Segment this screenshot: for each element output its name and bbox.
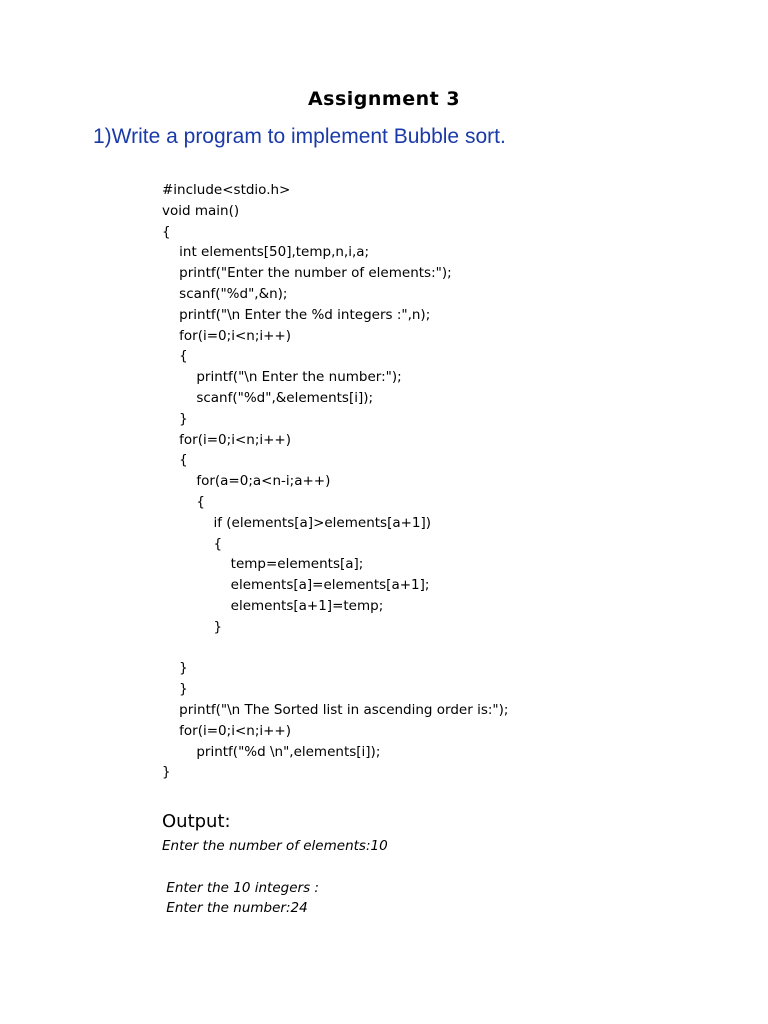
code-line: { [162,348,188,365]
code-line: { [162,452,188,469]
code-line: printf("\n Enter the number:"); [162,369,402,386]
output-line: Enter the 10 integers : [162,879,319,896]
output-line [162,857,388,878]
code-line: int elements[50],temp,n,i,a; [162,244,370,261]
code-line: } [162,618,223,635]
code-line: { [162,223,171,240]
code-line: for(a=0;a<n-i;a++) [162,473,331,490]
code-line [162,638,508,659]
output-heading: Output: [162,811,231,832]
code-line: scanf("%d",&elements[i]); [162,389,374,406]
code-line: } [162,764,171,781]
output-listing [162,836,388,919]
code-line: } [162,681,188,698]
code-line: elements[a]=elements[a+1]; [162,577,430,594]
code-line: temp=elements[a]; [162,556,364,573]
output-line: Enter the number:24 [162,900,308,917]
code-listing [162,180,508,783]
code-line: for(i=0;i<n;i++) [162,722,292,739]
code-line: } [162,660,188,677]
page-title: Assignment 3 [307,88,461,110]
code-line: printf("\n The Sorted list in ascending order is:"); [162,701,509,718]
code-line: } [162,410,188,427]
output-line: Enter the number of elements:10 [162,838,388,854]
code-line: #include<stdio.h> [162,182,291,198]
code-line: for(i=0;i<n;i++) [162,327,292,344]
code-line: void main() [162,202,240,219]
code-line: printf("\n Enter the %d integers :",n); [162,306,431,323]
code-line: { [162,535,223,552]
code-line: scanf("%d",&n); [162,285,288,302]
code-line: elements[a+1]=temp; [162,597,384,614]
code-line: for(i=0;i<n;i++) [162,431,292,448]
code-line: { [162,493,205,510]
question-heading: 1)Write a program to implement Bubble sort. [93,125,506,148]
code-line: printf("%d \n",elements[i]); [162,743,381,760]
code-line: printf("Enter the number of elements:"); [162,265,452,282]
code-line: if (elements[a]>elements[a+1]) [162,514,432,531]
